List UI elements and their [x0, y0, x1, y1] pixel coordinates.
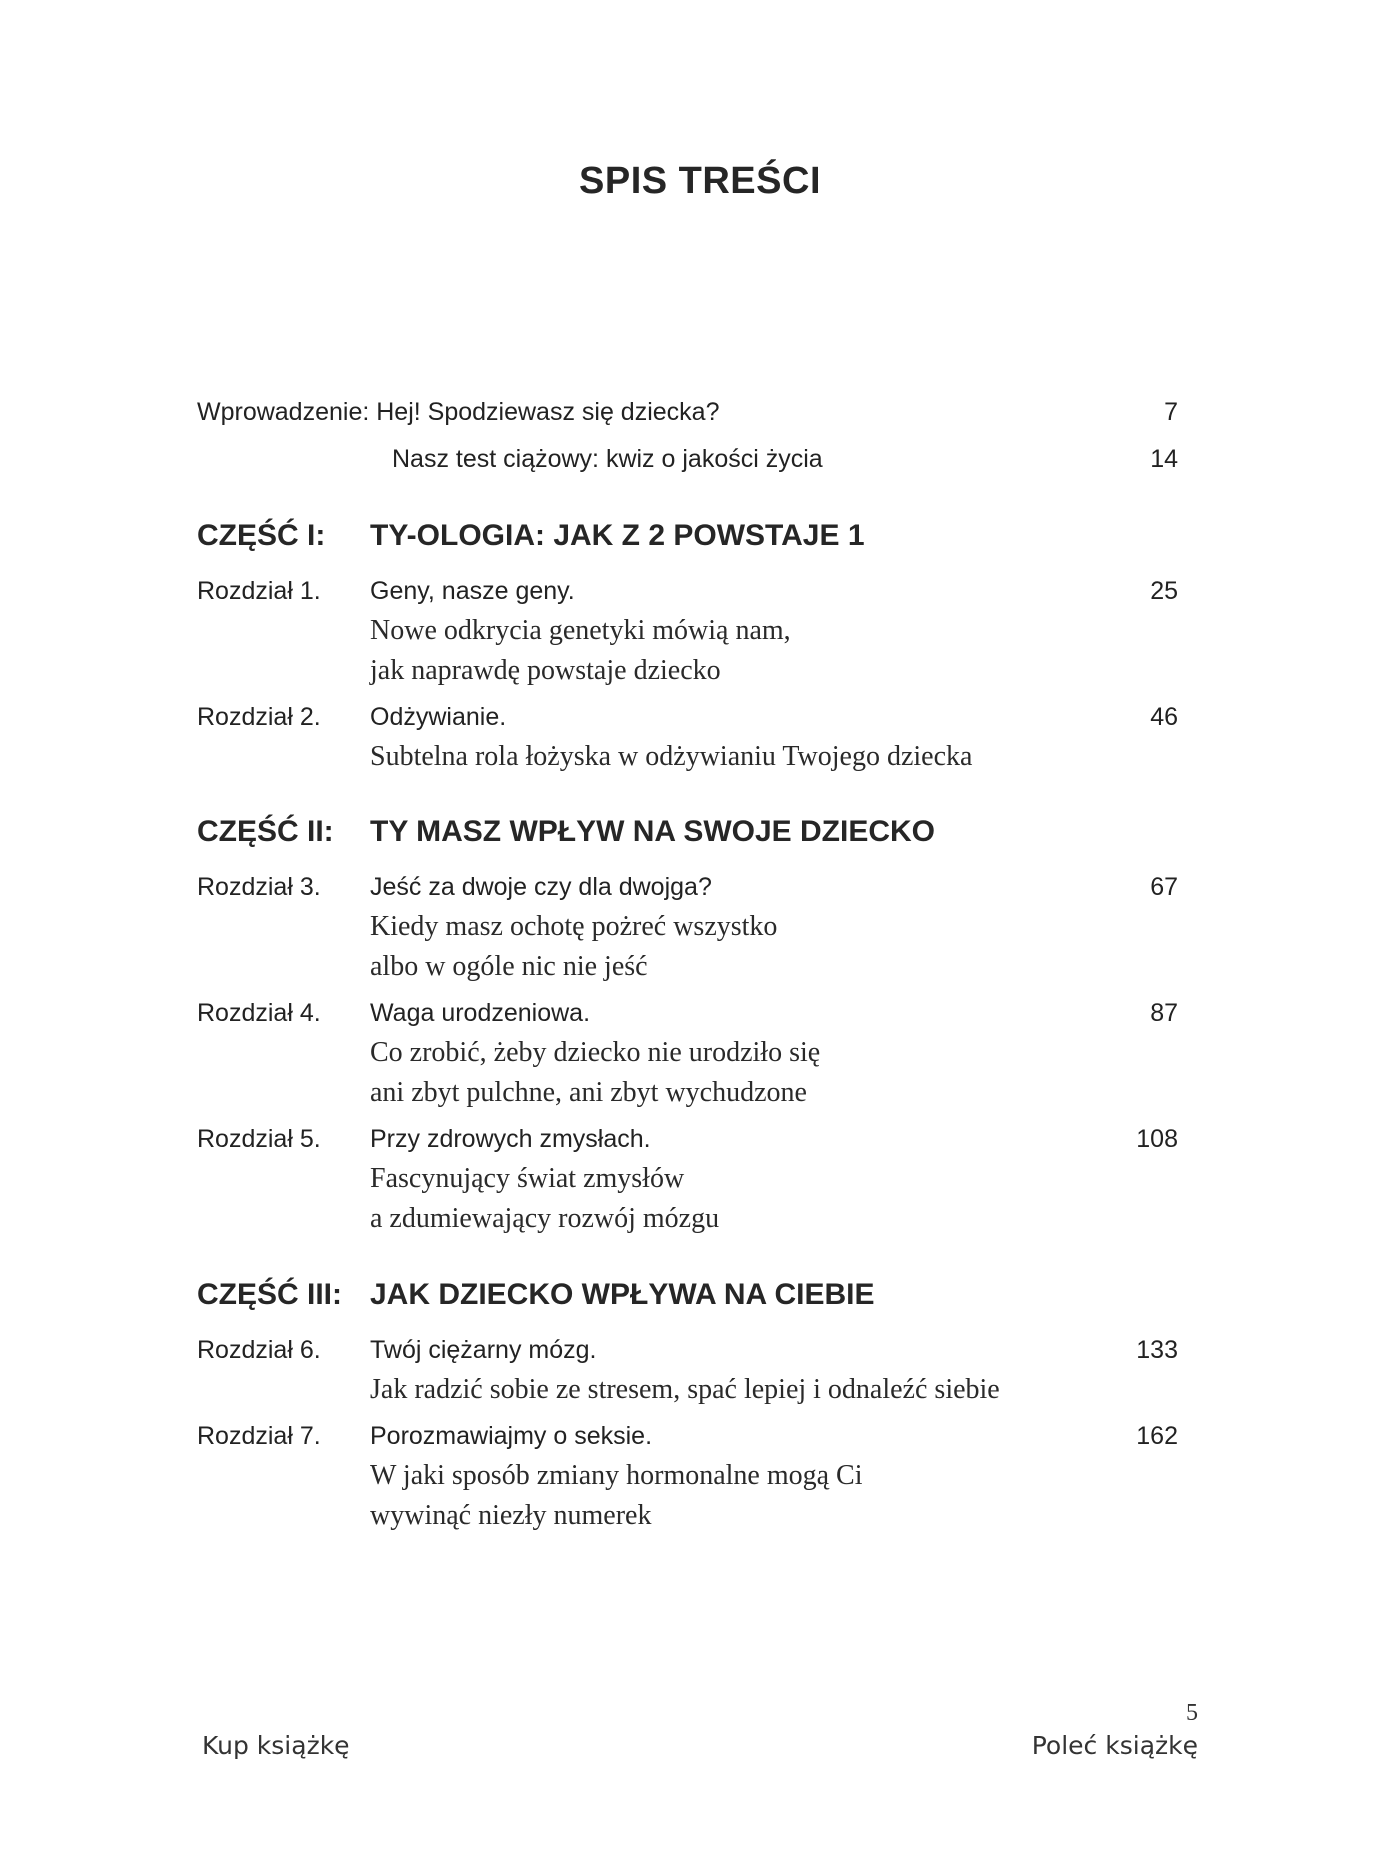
intro-sub-page-number: 14 [1150, 445, 1178, 473]
chapter-3-page-number: 67 [1150, 873, 1178, 901]
chapter-1-desc-line-1: Nowe odkrycia genetyki mówią nam, [370, 615, 791, 646]
part-3-title: JAK DZIECKO WPŁYWA NA CIEBIE [370, 1278, 875, 1311]
intro-label: Wprowadzenie: Hej! Spodziewasz się dziecka? [197, 398, 720, 426]
chapter-5-desc-line-1: Fascynujący świat zmysłów [370, 1163, 685, 1194]
chapter-3-desc-line-1: Kiedy masz ochotę pożreć wszystko [370, 911, 778, 942]
chapter-4-title: Waga urodzeniowa. [370, 999, 591, 1027]
part-2-title: TY MASZ WPŁYW NA SWOJE DZIECKO [370, 815, 936, 848]
page-number: 5 [1186, 1700, 1198, 1726]
chapter-4-page-number: 87 [1150, 999, 1178, 1027]
intro-page-number: 7 [1164, 398, 1178, 426]
chapter-7-page-number: 162 [1136, 1422, 1178, 1450]
buy-book-link[interactable]: Kup książkę [202, 1731, 350, 1760]
page-title: SPIS TREŚCI [579, 160, 821, 202]
chapter-4-desc-line-2: ani zbyt pulchne, ani zbyt wychudzone [370, 1077, 807, 1108]
part-3-label: CZĘŚĆ III: [197, 1278, 343, 1311]
chapter-5-title: Przy zdrowych zmysłach. [370, 1125, 651, 1153]
chapter-7-title: Porozmawiajmy o seksie. [370, 1422, 653, 1450]
chapter-6-title: Twój ciężarny mózg. [370, 1336, 597, 1364]
chapter-5-page-number: 108 [1136, 1125, 1178, 1153]
part-1-title: TY-OLOGIA: JAK Z 2 POWSTAJE 1 [370, 519, 865, 552]
chapter-1-title: Geny, nasze geny. [370, 577, 575, 605]
chapter-3-title: Jeść za dwoje czy dla dwojga? [370, 873, 712, 901]
chapter-3-label: Rozdział 3. [197, 873, 321, 901]
chapter-1-page-number: 25 [1150, 577, 1178, 605]
chapter-3-desc-line-2: albo w ogóle nic nie jeść [370, 951, 648, 982]
chapter-6-desc-line-1: Jak radzić sobie ze stresem, spać lepiej i odnaleźć siebie [370, 1374, 1000, 1405]
chapter-4-label: Rozdział 4. [197, 999, 321, 1027]
chapter-2-page-number: 46 [1150, 703, 1178, 731]
chapter-2-desc-line-1: Subtelna rola łożyska w odżywianiu Twojego dziecka [370, 741, 973, 772]
chapter-7-desc-line-2: wywinąć niezły numerek [370, 1500, 652, 1531]
intro-sub-label: Nasz test ciążowy: kwiz o jakości życia [392, 445, 823, 473]
chapter-2-title: Odżywianie. [370, 703, 507, 731]
chapter-7-desc-line-1: W jaki sposób zmiany hormonalne mogą Ci [370, 1460, 863, 1491]
chapter-6-page-number: 133 [1136, 1336, 1178, 1364]
chapter-7-label: Rozdział 7. [197, 1422, 321, 1450]
chapter-1-label: Rozdział 1. [197, 577, 321, 605]
part-1-label: CZĘŚĆ I: [197, 519, 326, 552]
chapter-1-desc-line-2: jak naprawdę powstaje dziecko [370, 655, 721, 686]
part-2-label: CZĘŚĆ II: [197, 815, 334, 848]
chapter-2-label: Rozdział 2. [197, 703, 321, 731]
chapter-4-desc-line-1: Co zrobić, żeby dziecko nie urodziło się [370, 1037, 821, 1068]
chapter-5-label: Rozdział 5. [197, 1125, 321, 1153]
chapter-6-label: Rozdział 6. [197, 1336, 321, 1364]
recommend-book-link[interactable]: Poleć książkę [1031, 1731, 1198, 1760]
chapter-5-desc-line-2: a zdumiewający rozwój mózgu [370, 1203, 720, 1234]
